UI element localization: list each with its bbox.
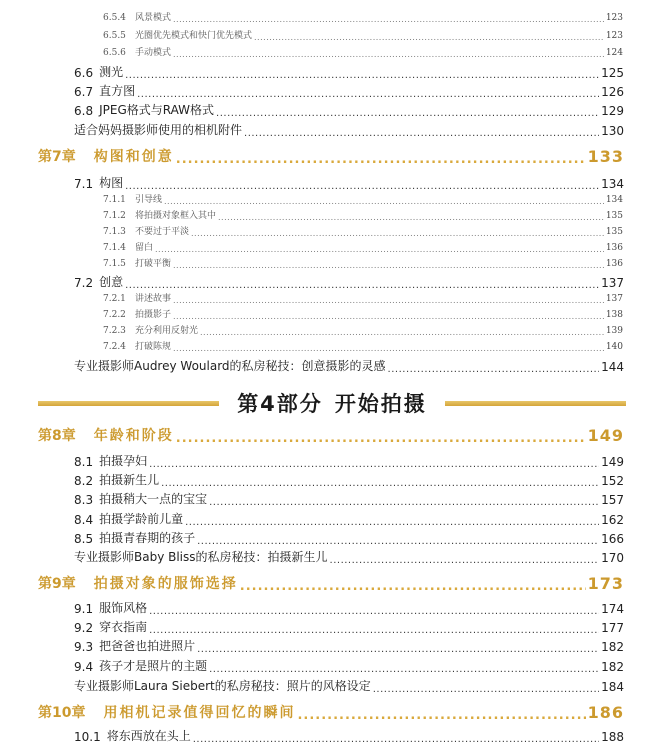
entry-title: 孩子才是照片的主题 bbox=[99, 659, 208, 673]
entry-number: 6.8 bbox=[74, 104, 94, 118]
dot-leader bbox=[137, 87, 599, 99]
banner-rule-left bbox=[38, 401, 219, 406]
entry-title: 光圈优先模式和快门优先模式 bbox=[135, 31, 253, 41]
entry-number: 8.5 bbox=[74, 532, 94, 546]
toc-entry[interactable] bbox=[74, 82, 624, 99]
entry-title: 不要过于平淡 bbox=[135, 227, 190, 237]
chapter-page: 173 bbox=[587, 574, 624, 593]
entry-page: 136 bbox=[605, 259, 623, 269]
toc-entry[interactable] bbox=[74, 599, 624, 616]
dot-leader bbox=[173, 260, 604, 269]
part-title bbox=[219, 388, 445, 418]
entry-page: 134 bbox=[605, 195, 623, 205]
dot-leader bbox=[200, 327, 604, 336]
entry-title: 拍摄影子 bbox=[135, 310, 172, 320]
entry-number: 6.5.6 bbox=[103, 48, 126, 58]
toc-entry[interactable] bbox=[74, 490, 624, 507]
entry-title: 专业摄影师Baby Bliss的私房秘技：拍摄新生儿 bbox=[74, 550, 328, 564]
dot-leader bbox=[173, 343, 604, 352]
dot-leader bbox=[164, 196, 604, 205]
toc-entry[interactable] bbox=[74, 101, 624, 118]
dot-leader bbox=[125, 179, 599, 191]
chapter-heading[interactable] bbox=[38, 702, 624, 722]
dot-leader bbox=[373, 682, 599, 694]
chapter-heading[interactable] bbox=[38, 425, 624, 445]
entry-title: 拍摄孕妇 bbox=[99, 454, 148, 468]
dot-leader bbox=[197, 642, 599, 654]
entry-title: 拍摄新生儿 bbox=[99, 473, 160, 487]
toc-entry[interactable] bbox=[103, 224, 623, 237]
entry-number: 8.3 bbox=[74, 493, 94, 507]
toc-entry[interactable] bbox=[74, 273, 624, 290]
entry-page: 157 bbox=[601, 493, 624, 507]
part-label: 第4部分 bbox=[237, 392, 323, 416]
entry-number: 8.4 bbox=[74, 513, 94, 527]
toc-entry[interactable] bbox=[74, 727, 624, 744]
dot-leader bbox=[149, 623, 599, 635]
dot-leader bbox=[173, 311, 604, 320]
toc-entry[interactable] bbox=[103, 291, 623, 304]
entry-page: 152 bbox=[601, 474, 624, 488]
toc-entry[interactable] bbox=[74, 529, 624, 546]
entry-number: 6.5.4 bbox=[103, 13, 126, 23]
entry-page: 177 bbox=[601, 621, 624, 635]
entry-number: 6.6 bbox=[74, 66, 94, 80]
toc-entry[interactable] bbox=[103, 208, 623, 221]
entry-number: 6.5.5 bbox=[103, 31, 126, 41]
banner-rule-right bbox=[445, 401, 626, 406]
entry-title: 穿衣指南 bbox=[99, 620, 148, 634]
dot-leader bbox=[125, 278, 599, 290]
dot-leader bbox=[191, 228, 604, 237]
entry-number: 10.1 bbox=[74, 730, 101, 744]
chapter-title: 用相机记录值得回忆的瞬间 bbox=[103, 705, 296, 721]
entry-page: 182 bbox=[601, 640, 624, 654]
toc-entry[interactable] bbox=[103, 339, 623, 352]
toc-entry[interactable] bbox=[74, 677, 624, 694]
entry-number: 8.2 bbox=[74, 474, 94, 488]
toc-entry[interactable] bbox=[103, 10, 623, 23]
toc-entry[interactable] bbox=[74, 471, 624, 488]
entry-page: 125 bbox=[601, 66, 624, 80]
chapter-heading[interactable] bbox=[38, 573, 624, 593]
entry-page: 174 bbox=[601, 602, 624, 616]
dot-leader bbox=[161, 476, 599, 488]
dot-leader bbox=[209, 662, 599, 674]
entry-title: 把爸爸也拍进照片 bbox=[99, 639, 196, 653]
dot-leader bbox=[185, 515, 599, 527]
entry-number: 7.2.2 bbox=[103, 310, 126, 320]
chapter-title: 年龄和阶段 bbox=[93, 428, 174, 444]
entry-title: 讲述故事 bbox=[135, 294, 172, 304]
entry-page: 166 bbox=[601, 532, 624, 546]
dot-leader bbox=[216, 106, 599, 118]
entry-number: 9.4 bbox=[74, 660, 94, 674]
chapter-page: 149 bbox=[587, 426, 624, 445]
entry-number: 7.2.3 bbox=[103, 326, 126, 336]
entry-page: 130 bbox=[601, 124, 624, 138]
chapter-label: 第9章 bbox=[38, 576, 76, 592]
toc-entry[interactable] bbox=[103, 45, 623, 58]
entry-title: 风景模式 bbox=[135, 13, 172, 23]
toc-entry[interactable] bbox=[74, 657, 624, 674]
chapter-label: 第7章 bbox=[38, 149, 76, 165]
dot-leader bbox=[244, 126, 599, 138]
entry-page: 123 bbox=[605, 13, 623, 23]
toc-entry[interactable] bbox=[74, 637, 624, 654]
entry-page: 135 bbox=[605, 227, 623, 237]
entry-page: 149 bbox=[601, 455, 624, 469]
entry-title: 将拍摄对象框入其中 bbox=[135, 211, 217, 221]
entry-title: 测光 bbox=[99, 65, 124, 79]
toc-entry[interactable] bbox=[74, 510, 624, 527]
entry-title: 适合妈妈摄影师使用的相机附件 bbox=[74, 123, 243, 137]
entry-title: 打破陈规 bbox=[135, 342, 172, 352]
entry-number: 7.1 bbox=[74, 177, 94, 191]
dot-leader bbox=[125, 68, 599, 80]
entry-title: 专业摄影师Audrey Woulard的私房秘技：创意摄影的灵感 bbox=[74, 359, 386, 373]
entry-title: 拍摄稍大一点的宝宝 bbox=[99, 492, 208, 506]
dot-leader bbox=[209, 495, 599, 507]
toc-entry[interactable] bbox=[74, 548, 624, 565]
entry-page: 136 bbox=[605, 243, 623, 253]
entry-title: 直方图 bbox=[99, 84, 136, 98]
entry-page: 123 bbox=[605, 31, 623, 41]
dot-leader bbox=[176, 431, 586, 445]
entry-page: 124 bbox=[605, 48, 623, 58]
entry-title: JPEG格式与RAW格式 bbox=[99, 103, 215, 117]
entry-page: 129 bbox=[601, 104, 624, 118]
entry-number: 9.2 bbox=[74, 621, 94, 635]
dot-leader bbox=[173, 14, 604, 23]
entry-page: 182 bbox=[601, 660, 624, 674]
toc-entry[interactable] bbox=[74, 63, 624, 80]
entry-page: 162 bbox=[601, 513, 624, 527]
entry-title: 创意 bbox=[99, 275, 124, 289]
dot-leader bbox=[330, 553, 600, 565]
entry-page: 137 bbox=[605, 294, 623, 304]
chapter-title: 拍摄对象的服饰选择 bbox=[93, 576, 238, 592]
dot-leader bbox=[173, 295, 604, 304]
toc-entry[interactable] bbox=[74, 357, 624, 374]
part-banner bbox=[38, 388, 626, 418]
entry-page: 135 bbox=[605, 211, 623, 221]
toc-entry[interactable] bbox=[103, 192, 623, 205]
entry-page: 188 bbox=[601, 730, 624, 744]
entry-page: 138 bbox=[605, 310, 623, 320]
entry-page: 140 bbox=[605, 342, 623, 352]
chapter-page: 133 bbox=[587, 147, 624, 166]
entry-title: 打破平衡 bbox=[135, 259, 172, 269]
entry-number: 7.1.3 bbox=[103, 227, 126, 237]
entry-number: 7.2.4 bbox=[103, 342, 126, 352]
dot-leader bbox=[155, 244, 604, 253]
toc-entry[interactable] bbox=[74, 452, 624, 469]
dot-leader bbox=[149, 604, 599, 616]
entry-number: 6.7 bbox=[74, 85, 94, 99]
entry-title: 留白 bbox=[135, 243, 154, 253]
toc-entry[interactable] bbox=[103, 307, 623, 320]
entry-title: 拍摄学龄前儿童 bbox=[99, 512, 184, 526]
toc-entry[interactable] bbox=[103, 240, 623, 253]
entry-title: 拍摄青春期的孩子 bbox=[99, 531, 196, 545]
entry-title: 引导线 bbox=[135, 195, 163, 205]
entry-number: 7.1.1 bbox=[103, 195, 126, 205]
entry-title: 将东西放在头上 bbox=[106, 729, 191, 743]
toc-entry[interactable] bbox=[103, 256, 623, 269]
dot-leader bbox=[197, 534, 599, 546]
entry-page: 184 bbox=[601, 680, 624, 694]
dot-leader bbox=[193, 732, 599, 744]
entry-title: 服饰风格 bbox=[99, 601, 148, 615]
dot-leader bbox=[297, 708, 585, 722]
chapter-page: 186 bbox=[587, 703, 624, 722]
dot-leader bbox=[240, 579, 586, 593]
chapter-label: 第10章 bbox=[38, 705, 86, 721]
entry-page: 144 bbox=[601, 360, 624, 374]
entry-number: 7.2.1 bbox=[103, 294, 126, 304]
entry-number: 8.1 bbox=[74, 455, 94, 469]
entry-title: 专业摄影师Laura Siebert的私房秘技：照片的风格设定 bbox=[74, 679, 371, 693]
toc-entry[interactable] bbox=[103, 323, 623, 336]
entry-number: 7.1.5 bbox=[103, 259, 126, 269]
entry-number: 9.1 bbox=[74, 602, 94, 616]
toc-entry[interactable] bbox=[103, 28, 623, 41]
entry-number: 9.3 bbox=[74, 640, 94, 654]
dot-leader bbox=[254, 32, 604, 41]
toc-entry[interactable] bbox=[74, 618, 624, 635]
part-name: 开始拍摄 bbox=[334, 392, 427, 416]
entry-title: 手动模式 bbox=[135, 48, 172, 58]
dot-leader bbox=[388, 362, 600, 374]
dot-leader bbox=[173, 49, 604, 58]
entry-number: 7.1.2 bbox=[103, 211, 126, 221]
entry-page: 134 bbox=[601, 177, 624, 191]
entry-page: 126 bbox=[601, 85, 624, 99]
entry-number: 7.2 bbox=[74, 276, 94, 290]
chapter-heading[interactable] bbox=[38, 146, 624, 166]
toc-entry[interactable] bbox=[74, 121, 624, 138]
entry-number: 7.1.4 bbox=[103, 243, 126, 253]
chapter-title: 构图和创意 bbox=[93, 149, 174, 165]
entry-page: 139 bbox=[605, 326, 623, 336]
entry-page: 170 bbox=[601, 551, 624, 565]
entry-title: 构图 bbox=[99, 176, 124, 190]
chapter-label: 第8章 bbox=[38, 428, 76, 444]
entry-title: 充分利用反射光 bbox=[135, 326, 199, 336]
dot-leader bbox=[149, 457, 599, 469]
toc-entry[interactable] bbox=[74, 174, 624, 191]
dot-leader bbox=[218, 212, 604, 221]
entry-page: 137 bbox=[601, 276, 624, 290]
dot-leader bbox=[176, 152, 586, 166]
